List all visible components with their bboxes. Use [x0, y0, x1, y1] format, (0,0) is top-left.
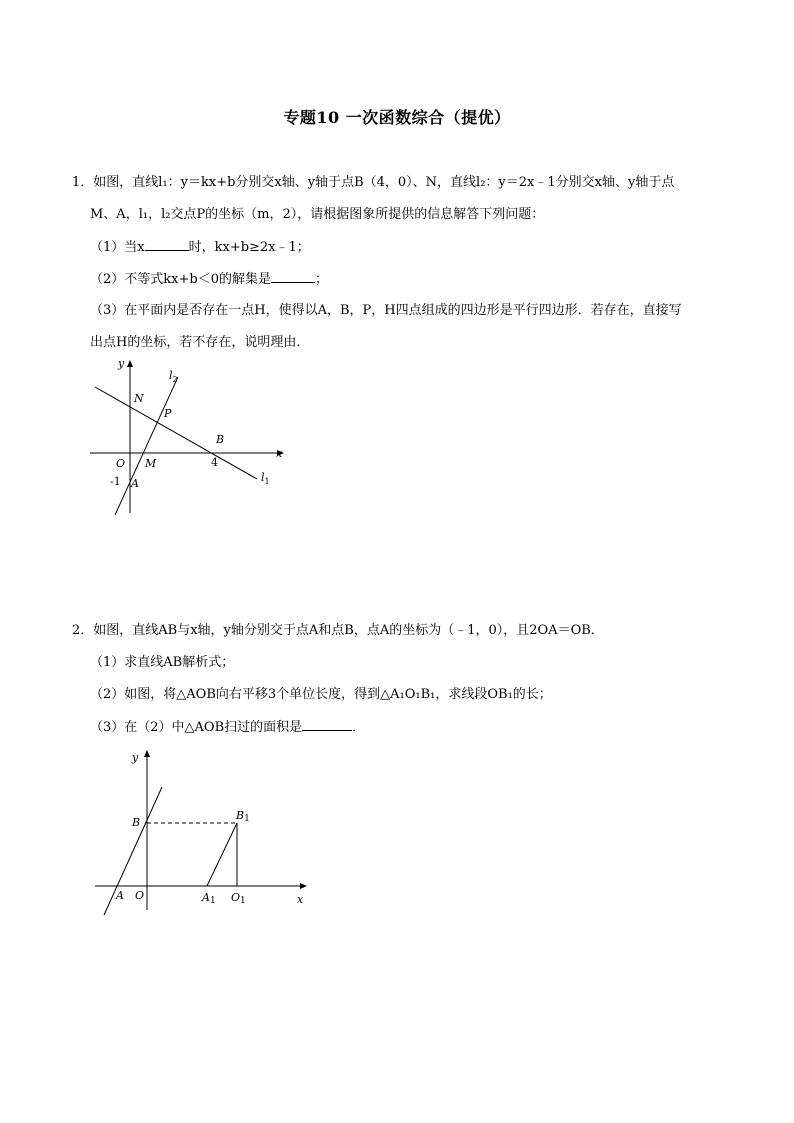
q1-y-arrow [127, 360, 133, 367]
q2-y-arrow [144, 750, 150, 757]
q2-label-O: O [135, 889, 145, 902]
q2-label-y: y [132, 751, 139, 764]
q1-sub3-line1: （3）在平面内是否存在一点H，使得以A，B，P，H四点组成的四边形是平行四边形．若存在，直接写 [90, 303, 682, 318]
q1-sub2-blank[interactable] [271, 270, 315, 283]
q1-sub1 [90, 238, 310, 257]
q1-line1: 1．如图，直线l₁：y＝kx+b分别交x轴、y轴于点B（4，0）、N，直线l₂：y＝2x﹣1分别交x轴、y轴于点 [72, 175, 675, 190]
q1-label-y: y [118, 357, 125, 370]
q1-label-4: 4 [211, 456, 218, 469]
q1-sub2-post: ； [314, 272, 328, 287]
q1-label-l1: $l_1$ [261, 471, 270, 486]
q2-segment-A1B1 [207, 823, 237, 886]
q1-sub3-line2: 出点H的坐标，若不存在，说明理由． [90, 335, 310, 350]
page-title: 专题10 一次函数综合（提优） [283, 108, 511, 127]
q1-line-l2 [115, 377, 178, 515]
q2-line-AB [104, 787, 162, 915]
q1-label-x: x [276, 447, 283, 460]
q1-label-P: P [164, 407, 172, 420]
q2-figure [90, 745, 320, 925]
q1-sub1-blank[interactable] [145, 238, 189, 251]
q1-label-O: O [116, 457, 126, 470]
q2-label-O1: O1 [231, 891, 246, 906]
q1-label-neg1: -1 [110, 475, 121, 488]
q2-x-arrow [300, 883, 307, 889]
q2-line1: 2．如图，直线AB与x轴，y轴分别交于点A和点B，点A的坐标为（﹣1，0），且2OA＝OB． [72, 623, 604, 638]
q1-line2: M、A，l₁，l₂交点P的坐标（m，2），请根据图象所提供的信息解答下列问题： [90, 207, 545, 222]
q2-sub2: （2）如图，将△AOB向右平移3个单位长度，得到△A₁O₁B₁，求线段OB₁的长； [90, 687, 552, 702]
q1-sub1-pre: （1）当x [90, 240, 145, 255]
q2-label-B: B [132, 816, 141, 829]
q1-label-A: A [131, 477, 139, 490]
q2-label-A1: A1 [202, 891, 216, 906]
q1-label-M: M [145, 457, 157, 470]
q2-label-B1: B1 [236, 809, 250, 824]
q2-sub3-post: ． [352, 720, 366, 735]
q2-label-x: x [297, 893, 304, 906]
q1-label-B: B [216, 433, 225, 446]
q2-sub3-pre: （3）在（2）中△AOB扫过的面积是 [90, 720, 303, 735]
q1-label-N: N [134, 392, 144, 405]
q2-sub1: （1）求直线AB解析式； [90, 655, 235, 670]
q2-sub3 [90, 718, 365, 737]
q1-sub1-post: 时，kx+b≥2x﹣1； [188, 240, 310, 255]
q2-label-A: A [116, 889, 124, 902]
q1-figure [85, 355, 295, 520]
q2-sub3-blank[interactable] [302, 718, 352, 731]
q1-label-l2: $l_2$ [169, 369, 178, 384]
q1-sub2-pre: （2）不等式kx+b＜0的解集是 [90, 272, 271, 287]
q1-sub2 [90, 270, 328, 289]
